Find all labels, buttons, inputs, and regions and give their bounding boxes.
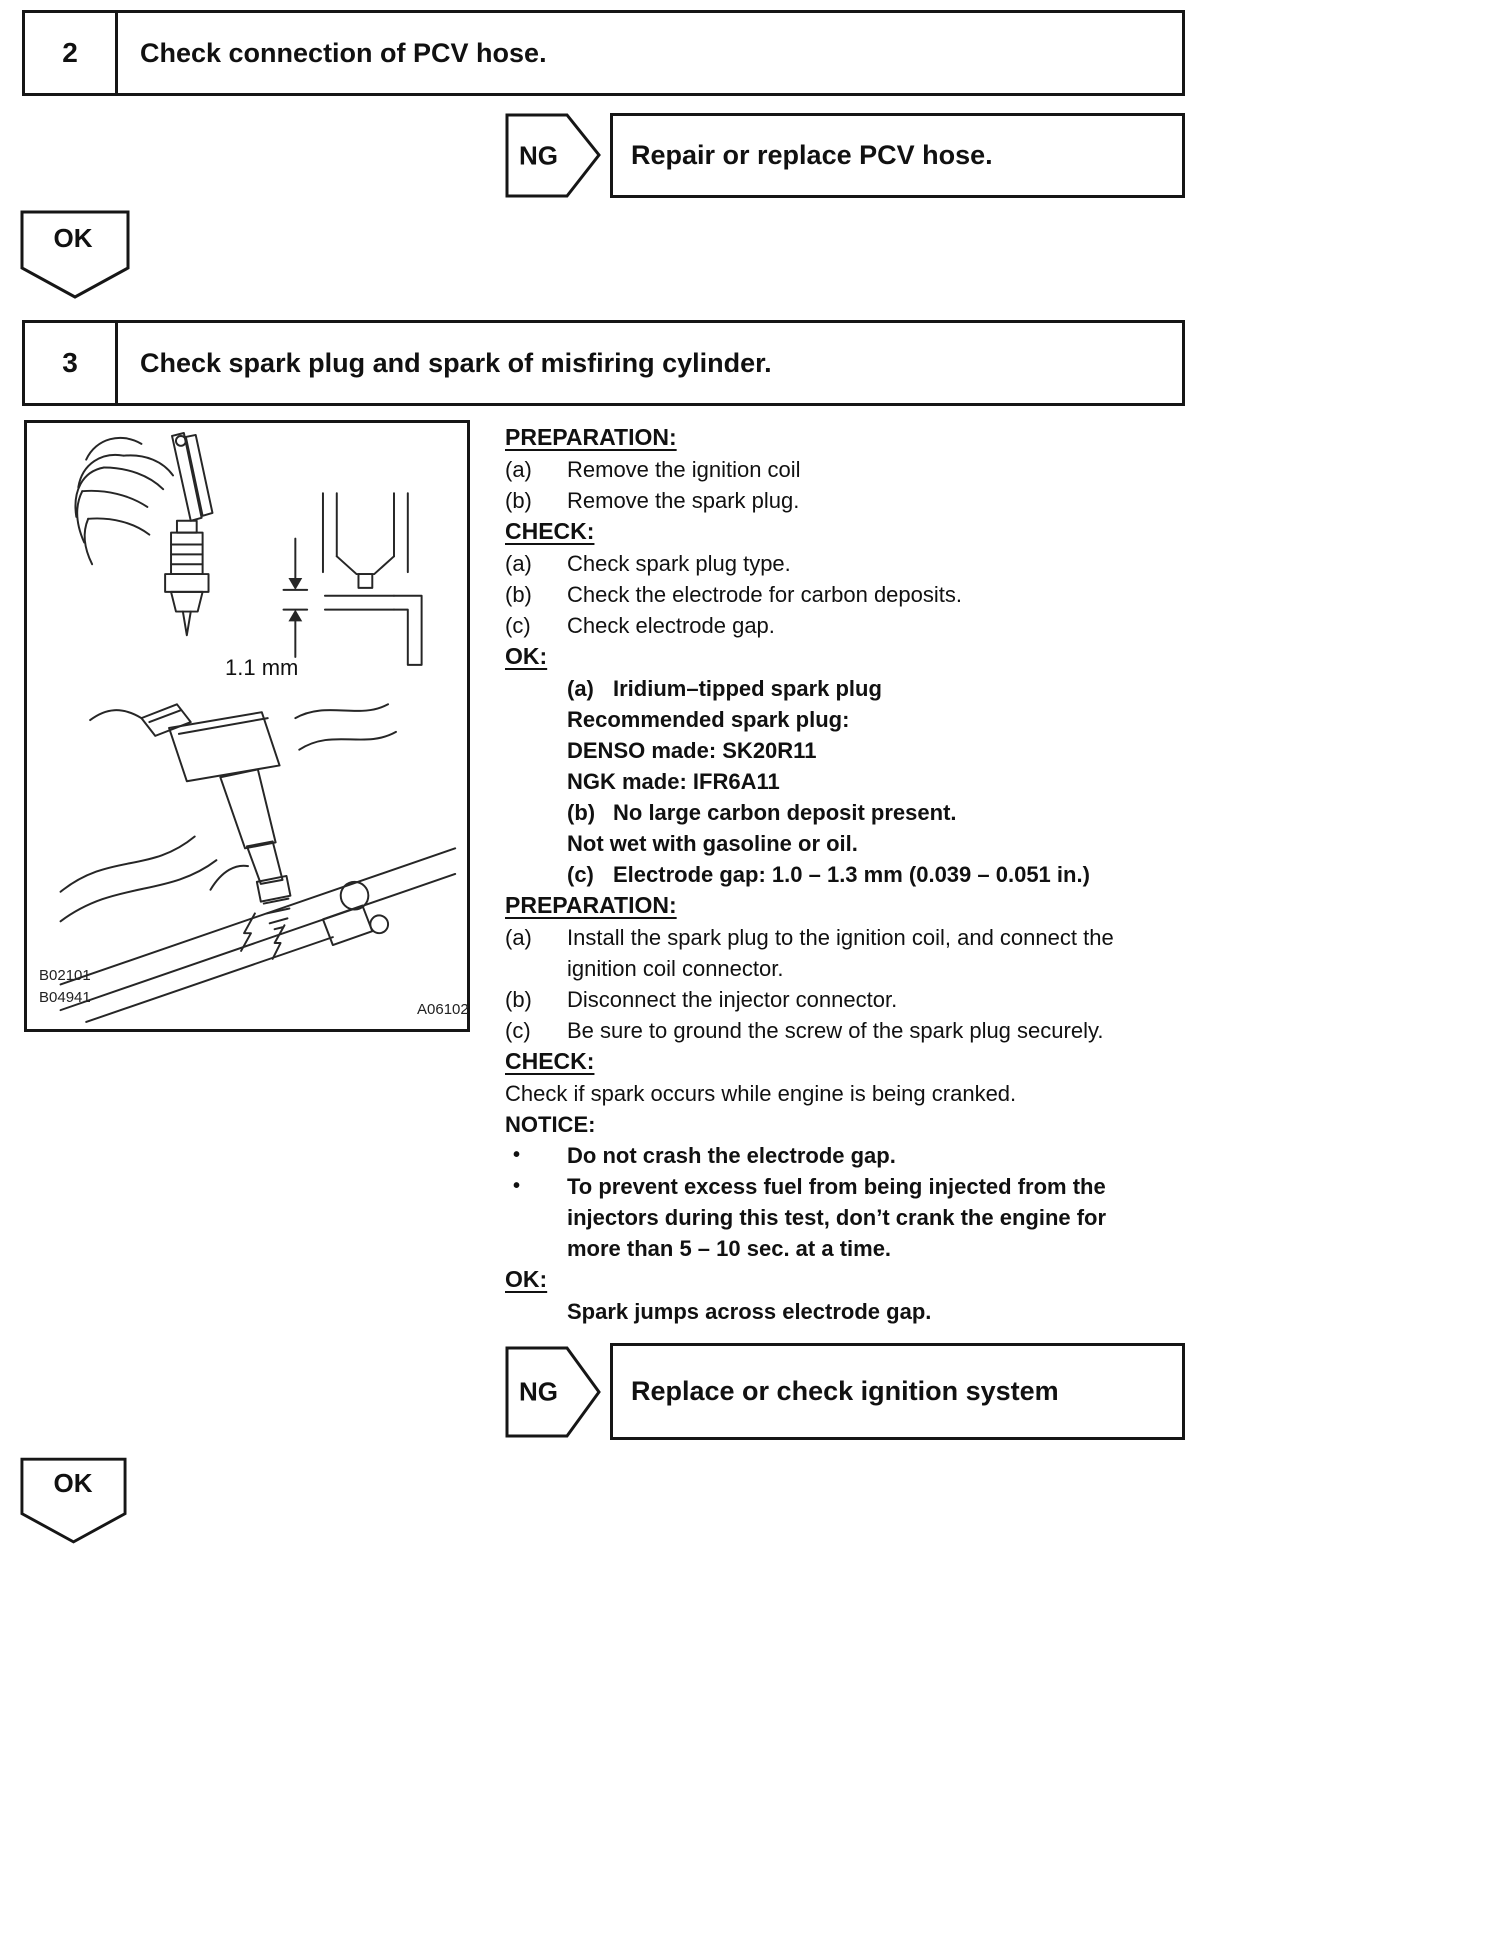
instruction-line xyxy=(505,984,1165,1015)
instruction-line xyxy=(505,859,1165,890)
instruction-line xyxy=(505,1296,1165,1327)
item-marker: (a) xyxy=(567,676,594,701)
ng-label: NG xyxy=(519,140,558,170)
ok-flag-1 xyxy=(20,210,130,300)
ng-result-box-2 xyxy=(610,1343,1185,1440)
instruction-text: Remove the spark plug. xyxy=(567,488,800,513)
instruction-text: Install the spark plug to the ignition coil, and connect the ignition coil connector. xyxy=(567,925,1114,981)
figure-code-left-top: B02101 xyxy=(39,967,91,984)
instruction-text: Remove the ignition coil xyxy=(567,457,801,482)
instruction-line xyxy=(505,1140,1165,1171)
instruction-text: Spark jumps across electrode gap. xyxy=(567,1299,932,1324)
instruction-line xyxy=(505,797,1165,828)
item-marker: (c) xyxy=(505,613,531,638)
item-marker: (b) xyxy=(505,987,532,1012)
section-heading xyxy=(505,422,1165,453)
instruction-line xyxy=(505,704,1165,735)
figure-code-right: A06102 xyxy=(417,1001,469,1018)
instruction-text: Do not crash the electrode gap. xyxy=(567,1143,896,1168)
instruction-line xyxy=(505,1109,1165,1140)
item-marker: (b) xyxy=(505,488,532,513)
instruction-text: Check if spark occurs while engine is being cranked. xyxy=(505,1081,1017,1106)
section-heading xyxy=(505,1264,1165,1295)
instruction-text: CHECK: xyxy=(505,518,595,544)
step-box-2 xyxy=(22,10,1185,96)
section-heading xyxy=(505,641,1165,672)
spark-plug-illustration xyxy=(27,423,467,1029)
ok-label: OK xyxy=(53,1468,93,1498)
item-marker: (a) xyxy=(505,551,532,576)
instruction-line xyxy=(505,454,1165,485)
instruction-line xyxy=(505,735,1165,766)
ng-result-box-1 xyxy=(610,113,1185,198)
item-marker: (a) xyxy=(505,925,532,950)
instruction-line xyxy=(505,579,1165,610)
instruction-line xyxy=(505,1171,1165,1264)
instruction-text: No large carbon deposit present. xyxy=(613,800,957,825)
instruction-text: OK: xyxy=(505,643,548,669)
step-3-number: 3 xyxy=(25,323,118,403)
instruction-text: Check electrode gap. xyxy=(567,613,775,638)
instruction-line xyxy=(505,1078,1165,1109)
instruction-text: OK: xyxy=(505,1266,548,1292)
instruction-text: DENSO made: SK20R11 xyxy=(567,738,817,763)
instruction-line xyxy=(505,828,1165,859)
instruction-text: PREPARATION: xyxy=(505,424,677,450)
instruction-line xyxy=(505,922,1165,984)
ng-label: NG xyxy=(519,1376,558,1407)
electrode-gap-diagram xyxy=(284,493,422,665)
step-2-number: 2 xyxy=(25,13,118,93)
figure-code-left-bottom: B04941 xyxy=(39,989,91,1006)
ignition-coil-drawing xyxy=(61,704,456,1022)
instruction-text: Recommended spark plug: xyxy=(567,707,850,732)
instruction-text: To prevent excess fuel from being injected from the injectors during this test, don’t crank the engine for more than 5 – 10 sec. at a time. xyxy=(567,1174,1107,1261)
bullet-icon: • xyxy=(513,1175,521,1197)
instruction-line xyxy=(505,1015,1165,1046)
figure-box xyxy=(24,420,470,1032)
instruction-line xyxy=(505,485,1165,516)
ng-flag-2 xyxy=(505,1346,602,1438)
instruction-text: NGK made: IFR6A11 xyxy=(567,769,780,794)
ok-flag-2 xyxy=(20,1455,127,1547)
step-3-title: Check spark plug and spark of misfiring cylinder. xyxy=(140,347,772,378)
item-marker: (b) xyxy=(567,800,596,825)
ok-label: OK xyxy=(53,223,93,253)
instruction-line xyxy=(505,548,1165,579)
instruction-text: Electrode gap: 1.0 – 1.3 mm (0.039 – 0.051 in.) xyxy=(613,862,1090,887)
ng-result-text-2: Replace or check ignition system xyxy=(631,1376,1059,1406)
instruction-text: Disconnect the injector connector. xyxy=(567,987,898,1012)
item-marker: (b) xyxy=(505,582,532,607)
hand-with-gauge-drawing xyxy=(75,433,212,635)
instruction-text: Not wet with gasoline or oil. xyxy=(567,831,858,856)
instruction-text: Iridium–tipped spark plug xyxy=(613,676,882,701)
step-box-3 xyxy=(22,320,1185,406)
instruction-list xyxy=(505,422,1165,1327)
instruction-text: Check spark plug type. xyxy=(567,551,791,576)
gap-dimension-label: 1.1 mm xyxy=(225,655,299,680)
item-marker: (c) xyxy=(505,1018,531,1043)
section-heading xyxy=(505,890,1165,921)
ng-flag-1 xyxy=(505,113,602,198)
ng-result-text-1: Repair or replace PCV hose. xyxy=(631,140,993,170)
instruction-text: CHECK: xyxy=(505,1048,595,1074)
instruction-text: Be sure to ground the screw of the spark plug securely. xyxy=(567,1018,1104,1043)
instruction-text: PREPARATION: xyxy=(505,892,677,918)
instruction-text: Check the electrode for carbon deposits. xyxy=(567,582,963,607)
instruction-text: NOTICE: xyxy=(505,1112,596,1137)
item-marker: (a) xyxy=(505,457,532,482)
instruction-line xyxy=(505,766,1165,797)
step-2-title: Check connection of PCV hose. xyxy=(140,37,547,68)
item-marker: (c) xyxy=(567,862,594,887)
bullet-icon: • xyxy=(513,1144,521,1166)
instruction-line xyxy=(505,673,1165,704)
instruction-line xyxy=(505,610,1165,641)
section-heading xyxy=(505,516,1165,547)
section-heading xyxy=(505,1046,1165,1077)
